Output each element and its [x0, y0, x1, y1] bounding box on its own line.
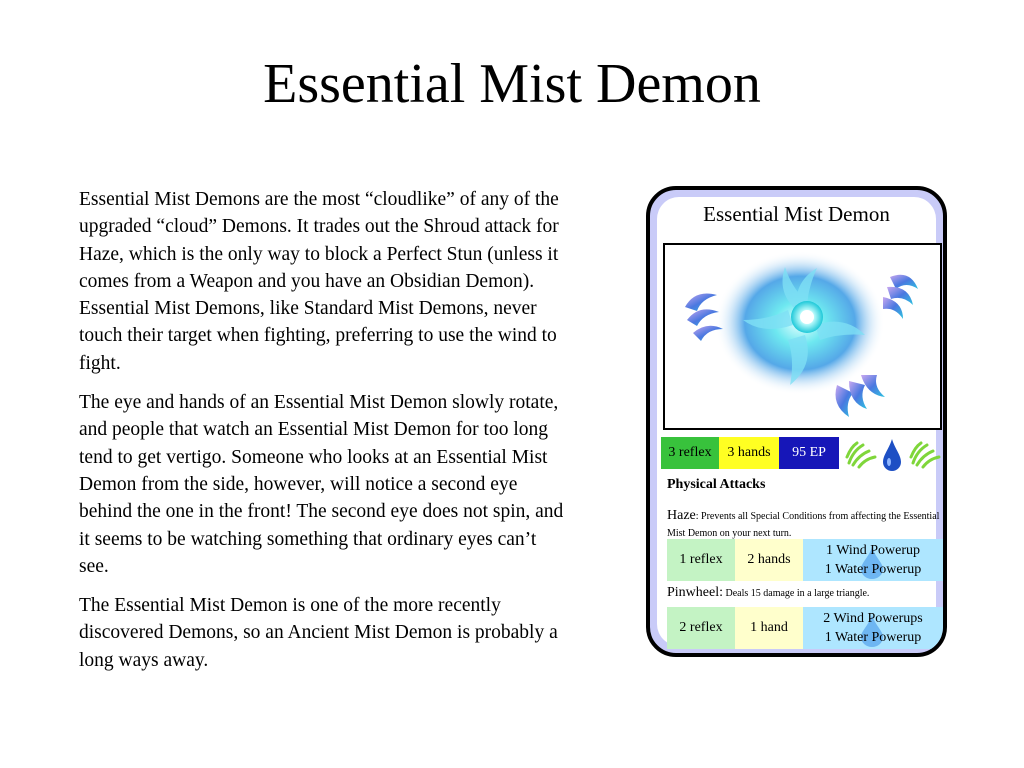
cost-reflex: 1 reflex: [667, 539, 735, 581]
reflex-stat: 3 reflex: [661, 437, 719, 469]
cost-powerups: [803, 607, 943, 649]
attack-cost-row: [667, 539, 942, 581]
attacks-section: [667, 477, 942, 645]
cost-reflex: 2 reflex: [667, 607, 735, 649]
slide-title: Essential Mist Demon: [263, 53, 761, 115]
mist-demon-illustration: [665, 245, 940, 428]
card-name: Essential Mist Demon: [703, 202, 890, 226]
attack-name: Pinwheel:: [667, 585, 723, 600]
paragraph: The Essential Mist Demon is one of the more recently discovered Demons, so an Ancient Mist Demon is probably a long ways away.: [79, 595, 558, 671]
attack-name: Haze: [667, 508, 696, 523]
powerup-line: 1 Wind Powerup: [825, 543, 921, 558]
attack-cost-row: [667, 607, 942, 649]
powerup-line: 2 Wind Powerups: [823, 611, 923, 626]
cost-hands: 1 hand: [735, 607, 803, 649]
demon-card: [646, 186, 947, 657]
water-drop-icon: [881, 437, 903, 473]
paragraph: Essential Mist Demons are the most “cloudlike” of any of the upgraded “cloud” Demons. It trades out the Shroud attack for Haze, which is the only way to block a Perfect Stun (unless it comes from a Weapon and you have an Obsidian Demon). Essential Mist Demons, like Standard Mist Demons, never touch their target when fighting, preferring to use the wind to fight.: [79, 189, 559, 374]
attack-description: : Prevents all Special Conditions from affecting the Essential Mist Demon on your next turn.: [667, 511, 940, 539]
cost-powerups: [803, 539, 943, 581]
card-face: [657, 197, 940, 646]
card-artwork: [663, 243, 942, 430]
attack-haze: [667, 507, 942, 541]
attack-description: Deals 15 damage in a large triangle.: [723, 588, 870, 599]
hands-stat: 3 hands: [719, 437, 779, 469]
wind-icon: [843, 437, 879, 469]
description-text: [79, 186, 567, 686]
paragraph: The eye and hands of an Essential Mist Demon slowly rotate, and people that watch an Essential Mist Demon for too long tend to get vertigo. Someone who looks at an Essential Mist Demon from the side, however, will notice a second eye behind the one in the front! The second eye does not spin, and it seems to be watching something that ordinary eyes can’t see.: [79, 392, 564, 577]
wind-icon: [907, 437, 943, 469]
ep-stat: 95 EP: [779, 437, 839, 469]
attack-pinwheel: [667, 583, 942, 601]
attacks-header: Physical Attacks: [667, 477, 766, 492]
powerup-line: 1 Water Powerup: [824, 562, 922, 577]
cost-hands: 2 hands: [735, 539, 803, 581]
powerup-line: 1 Water Powerup: [824, 630, 922, 645]
